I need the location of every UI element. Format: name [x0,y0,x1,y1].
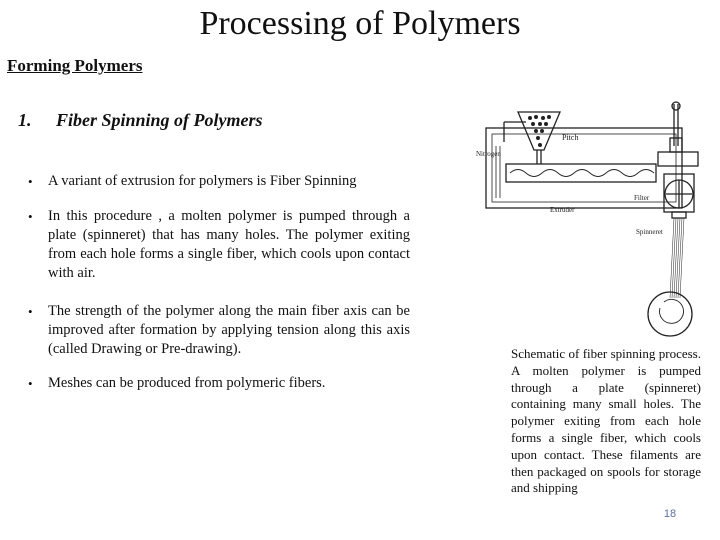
take-up-spool [648,292,692,336]
slide-title: Processing of Polymers [199,5,521,42]
bullet-item: • The strength of the polymer along the main fiber axis can be improved after formation by applying tension along this axis (called Drawing or Pre-drawing). [28,302,410,359]
label-spinneret: Spinneret [636,228,663,236]
label-pitch: Pitch [562,133,579,142]
label-filter: Filter [634,194,650,202]
label-nitrogen: Nitrogen [476,150,501,158]
extruder-barrel [506,164,656,182]
fiber-spinning-diagram [474,98,720,338]
section-number: 1. [18,110,32,130]
bullet-item: • Meshes can be produced from polymeric fibers. [28,374,410,393]
extruder-screw [510,170,654,177]
fiber-filaments [670,218,684,298]
page-number: 18 [663,508,677,520]
label-extruder: Extruder [550,206,575,214]
figure-caption: Schematic of fiber spinning process. A molten polymer is pumped through a plate (spinneret) containing many small holes. The polymer exiting from each hole forms a single fiber, which cools upon contact. These filaments are then packaged on spools for storage and shipping [511,346,701,496]
bullet-item: • A variant of extrusion for polymers is Fiber Spinning [28,172,410,191]
bullet-list [28,172,410,393]
bullet-item: • In this procedure , a molten polymer is pumped through a plate (spinneret) that has many holes. The polymer exiting from each hole forms a single fiber, which cools upon contact with air. [28,207,410,283]
extruder-frame [486,128,682,208]
section-heading-text: Fiber Spinning of Polymers [56,110,263,130]
section-heading [18,110,263,131]
section-subtitle: Forming Polymers [7,56,143,75]
